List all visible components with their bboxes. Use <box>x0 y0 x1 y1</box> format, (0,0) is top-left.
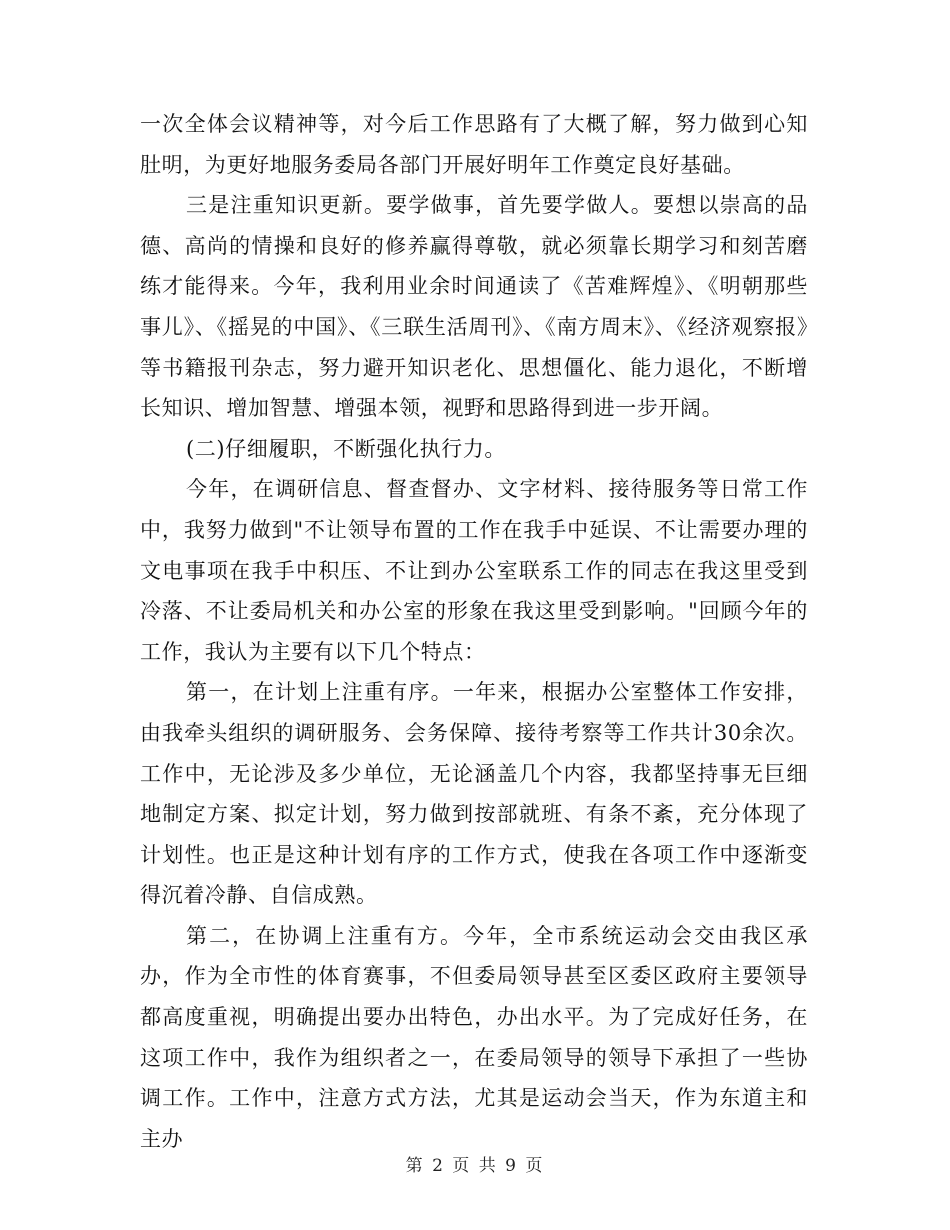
document-body <box>140 104 808 1159</box>
paragraph-daily-work: 今年，在调研信息、督查督办、文字材料、接待服务等日常工作中，我努力做到"不让领导布置的工作在我手中延误、不让需要办理的文电事项在我手中积压、不让到办公室联系工作的同志在我这里受到冷落、不让委局机关和办公室的形象在我这里受到影响。"回顾今年的工作，我认为主要有以下几个特点： <box>140 477 808 664</box>
paragraph-knowledge-update: 三是注重知识更新。要学做事，首先要学做人。要想以崇高的品德、高尚的情操和良好的修养赢得尊敬，就必须靠长期学习和刻苦磨练才能得来。今年，我利用业余时间通读了《苦难辉煌》、《明朝那些事儿》、《摇晃的中国》、《三联生活周刊》、《南方周末》、《经济观察报》等书籍报刊杂志，努力避开知识老化、思想僵化、能力退化，不断增长知识、增加智慧、增强本领，视野和思路得到进一步开阔。 <box>140 193 808 421</box>
page-footer: 第 2 页 共 9 页 <box>405 1156 545 1176</box>
paragraph-coordination: 第二，在协调上注重有方。今年，全市系统运动会交由我区承办，作为全市性的体育赛事，不但委局领导甚至区委区政府主要领导都高度重视，明确提出要办出特色，办出水平。为了完成好任务，在这项工作中，我作为组织者之一，在委局领导的领导下承担了一些协调工作。工作中，注意方式方法，尤其是运动会当天，作为东道主和主办 <box>140 923 808 1151</box>
paragraph-planning: 第一，在计划上注重有序。一年来，根据办公室整体工作安排，由我牵头组织的调研服务、会务保障、接待考察等工作共计30余次。工作中，无论涉及多少单位，无论涵盖几个内容，我都坚持事无巨细地制定方案、拟定计划，努力做到按部就班、有条不紊，充分体现了计划性。也正是这种计划有序的工作方式，使我在各项工作中逐渐变得沉着冷静、自信成熟。 <box>140 680 808 908</box>
section-heading: (二)仔细履职，不断强化执行力。 <box>186 436 506 461</box>
paragraph-continuation: 一次全体会议精神等，对今后工作思路有了大概了解，努力做到心知肚明，为更好地服务委局各部门开展好明年工作奠定良好基础。 <box>140 112 808 177</box>
